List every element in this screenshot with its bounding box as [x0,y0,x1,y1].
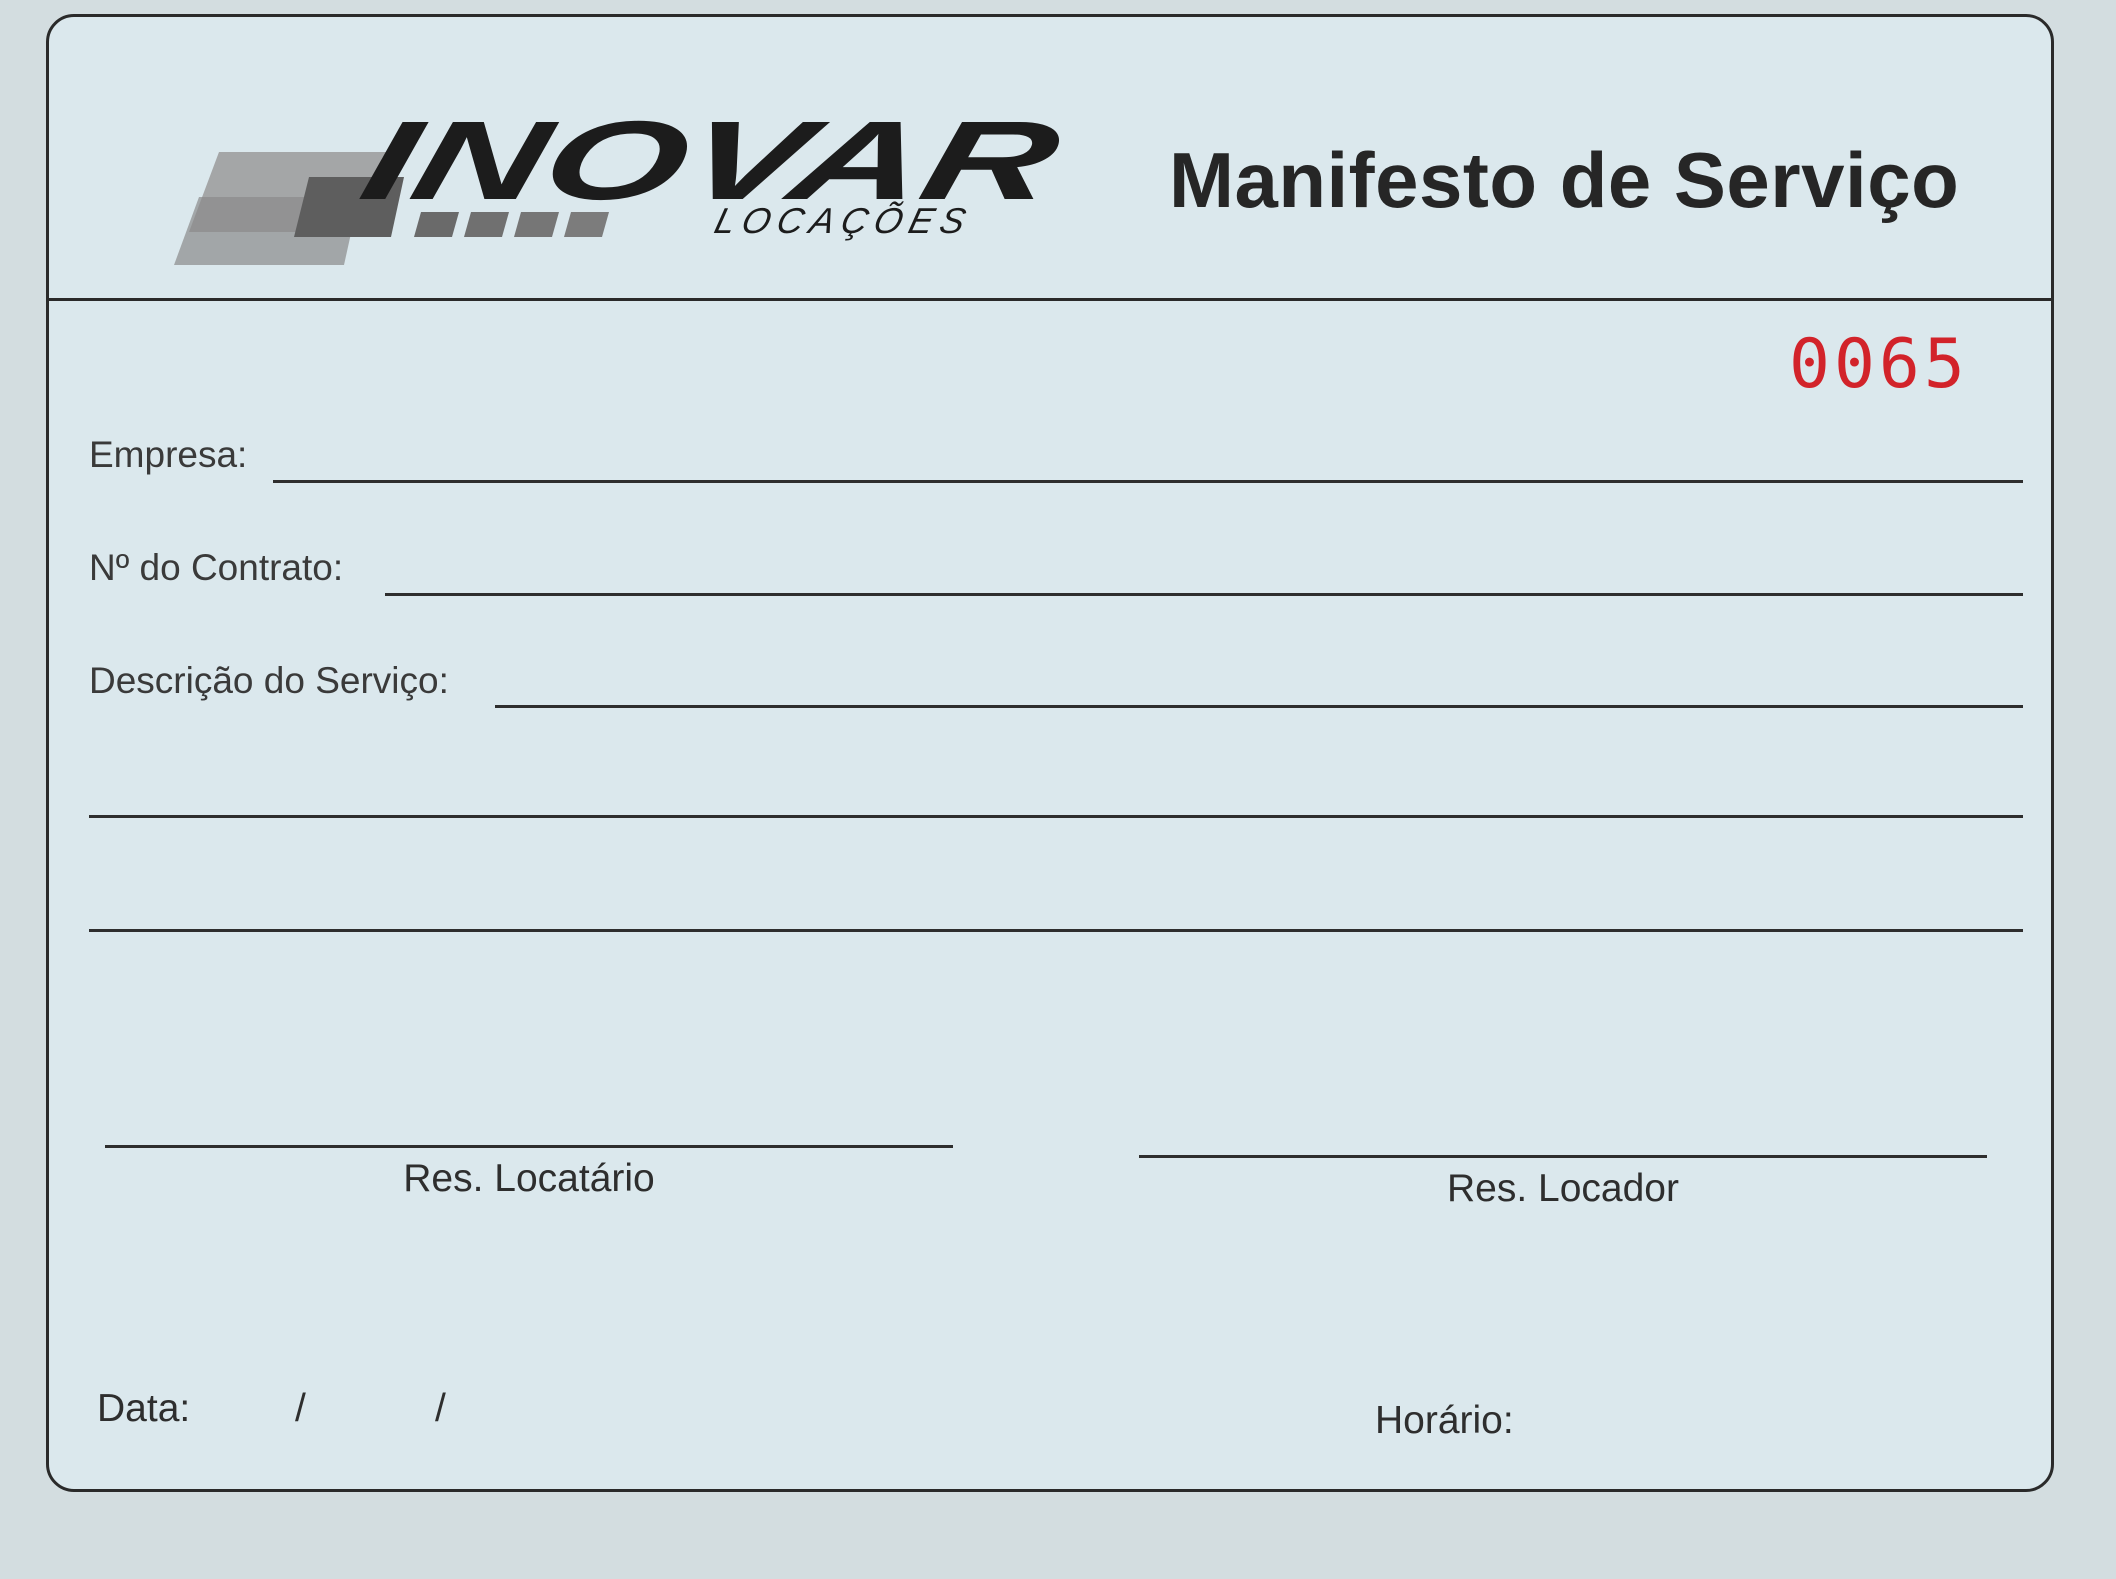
locatario-signature-line[interactable] [105,1145,953,1148]
contrato-input-line[interactable] [385,593,2023,596]
logo-subtitle: LOCAÇÕES [710,200,977,241]
date-separator-2: / [435,1387,446,1430]
header-divider [49,298,2051,301]
inovar-logo [159,87,1109,287]
empresa-input-line[interactable] [273,480,2023,483]
descricao-label: Descrição do Serviço: [89,660,449,701]
service-manifest-form [46,14,2054,1492]
horario-label: Horário: [1375,1399,1514,1442]
date-separator-1: / [295,1387,306,1430]
locador-signature-label: Res. Locador [1447,1167,1679,1210]
logo-wordmark: INOVAR [349,98,809,224]
descricao-input-line[interactable] [495,705,2023,708]
locador-signature-line[interactable] [1139,1155,1987,1158]
form-title: Manifesto de Serviço [1169,136,1960,224]
empresa-label: Empresa: [89,434,248,475]
locatario-signature-label: Res. Locatário [403,1157,655,1200]
descricao-input-line-2[interactable] [89,815,2023,818]
descricao-input-line-3[interactable] [89,929,2023,932]
contrato-label: Nº do Contrato: [89,547,344,588]
data-label: Data: [97,1387,191,1430]
serial-number: 0065 [1789,325,1969,404]
